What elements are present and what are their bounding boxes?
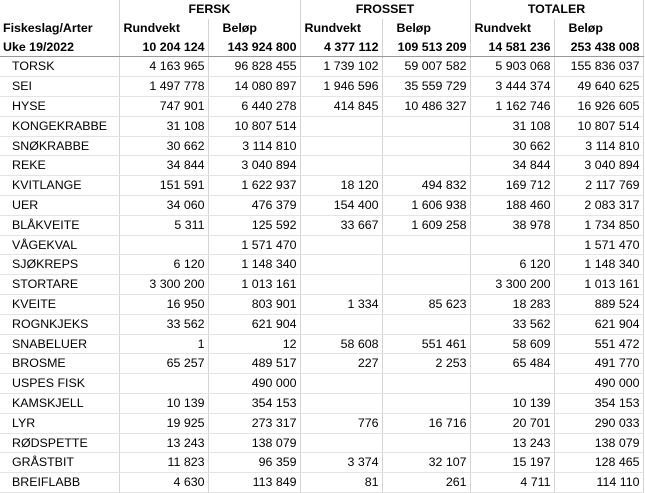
totaler-rundvekt-cell: 1 162 746: [470, 96, 554, 116]
fersk-rundvekt-cell: 1 497 778: [119, 77, 208, 97]
totaler-rundvekt-cell: [470, 235, 554, 255]
fersk-rundvekt-cell: 13 243: [119, 433, 208, 453]
fersk-belop-cell: 6 440 278: [208, 96, 300, 116]
blank-header-cell: [0, 0, 119, 19]
group-fersk-header: FERSK: [119, 0, 300, 19]
species-name: BREIFLABB: [0, 473, 119, 493]
frosset-belop-cell: 16 716: [382, 413, 470, 433]
table-row: [0, 294, 643, 314]
fersk-rundvekt-cell: 151 591: [119, 176, 208, 196]
fersk-belop-cell: 96 828 455: [208, 57, 300, 77]
fersk-rundvekt-header: Rundvekt: [119, 19, 208, 38]
totaler-rundvekt-cell: 4 711: [470, 473, 554, 493]
totaler-belop-cell: 3 040 894: [554, 156, 643, 176]
fersk-rundvekt-cell: [119, 374, 208, 394]
totaler-rundvekt-cell: 58 609: [470, 334, 554, 354]
totaler-belop-cell: 1 571 470: [554, 235, 643, 255]
totaler-rundvekt-cell: [470, 374, 554, 394]
fersk-rundvekt-cell: [119, 235, 208, 255]
frosset-belop-cell: 1 609 258: [382, 215, 470, 235]
fersk-rundvekt-cell: 11 823: [119, 453, 208, 473]
species-name: SEI: [0, 77, 119, 97]
fersk-belop-cell: 113 849: [208, 473, 300, 493]
frosset-belop-cell: 85 623: [382, 294, 470, 314]
fersk-rundvekt-cell: 33 562: [119, 314, 208, 334]
fersk-belop-cell: 1 571 470: [208, 235, 300, 255]
totaler-rundvekt-cell: 3 300 200: [470, 275, 554, 295]
fersk-rundvekt-cell: 747 901: [119, 96, 208, 116]
fersk-belop-cell: 273 317: [208, 413, 300, 433]
fersk-rundvekt-cell: 31 108: [119, 116, 208, 136]
fersk-belop-cell: 354 153: [208, 393, 300, 413]
frosset-belop-cell: 494 832: [382, 176, 470, 196]
frosset-rundvekt-cell: 776: [300, 413, 382, 433]
table-row: [0, 374, 643, 394]
total-frosset-belop: 109 513 209: [382, 38, 470, 57]
totaler-belop-cell: 49 640 625: [554, 77, 643, 97]
frosset-rundvekt-cell: 3 374: [300, 453, 382, 473]
group-header-row: [0, 0, 643, 19]
table-row: [0, 96, 643, 116]
frosset-belop-cell: [382, 255, 470, 275]
fersk-belop-cell: 490 000: [208, 374, 300, 394]
fersk-belop-cell: 3 114 810: [208, 136, 300, 156]
fersk-rundvekt-cell: 4 163 965: [119, 57, 208, 77]
species-name: RØDSPETTE: [0, 433, 119, 453]
totaler-rundvekt-cell: 188 460: [470, 195, 554, 215]
frosset-belop-cell: [382, 275, 470, 295]
fersk-rundvekt-cell: 4 630: [119, 473, 208, 493]
frosset-belop-cell: [382, 235, 470, 255]
totaler-rundvekt-cell: 18 283: [470, 294, 554, 314]
totaler-rundvekt-cell: 31 108: [470, 116, 554, 136]
table-row: [0, 433, 643, 453]
totaler-belop-cell: 16 926 605: [554, 96, 643, 116]
frosset-rundvekt-cell: [300, 374, 382, 394]
totaler-rundvekt-cell: 3 444 374: [470, 77, 554, 97]
frosset-rundvekt-cell: [300, 275, 382, 295]
table-row: [0, 136, 643, 156]
species-name: HYSE: [0, 96, 119, 116]
frosset-rundvekt-cell: [300, 255, 382, 275]
totaler-belop-cell: 138 079: [554, 433, 643, 453]
table-row: [0, 275, 643, 295]
frosset-belop-cell: [382, 433, 470, 453]
totaler-rundvekt-cell: 34 844: [470, 156, 554, 176]
table-row: [0, 334, 643, 354]
frosset-belop-cell: [382, 136, 470, 156]
totaler-belop-header: Beløp: [554, 19, 643, 38]
fersk-belop-cell: 1 622 937: [208, 176, 300, 196]
fersk-rundvekt-cell: 5 311: [119, 215, 208, 235]
totaler-rundvekt-cell: 20 701: [470, 413, 554, 433]
frosset-belop-cell: [382, 393, 470, 413]
frosset-rundvekt-cell: [300, 393, 382, 413]
table-row: [0, 176, 643, 196]
totaler-belop-cell: 889 524: [554, 294, 643, 314]
frosset-belop-cell: 1 606 938: [382, 195, 470, 215]
totaler-belop-cell: 10 807 514: [554, 116, 643, 136]
totaler-rundvekt-cell: 30 662: [470, 136, 554, 156]
totaler-rundvekt-cell: 169 712: [470, 176, 554, 196]
totaler-rundvekt-cell: 6 120: [470, 255, 554, 275]
fersk-belop-cell: 1 013 161: [208, 275, 300, 295]
species-name: UER: [0, 195, 119, 215]
fersk-belop-header: Beløp: [208, 19, 300, 38]
group-frosset-header: FROSSET: [300, 0, 470, 19]
frosset-belop-cell: 35 559 729: [382, 77, 470, 97]
frosset-rundvekt-cell: 1 946 596: [300, 77, 382, 97]
frosset-belop-cell: 2 253: [382, 354, 470, 374]
table-row: [0, 453, 643, 473]
frosset-belop-cell: 10 486 327: [382, 96, 470, 116]
frosset-rundvekt-cell: [300, 314, 382, 334]
species-name: STORTARE: [0, 275, 119, 295]
frosset-rundvekt-cell: [300, 116, 382, 136]
species-column-header: Fiskeslag/Arter: [0, 19, 119, 38]
totaler-rundvekt-cell: 13 243: [470, 433, 554, 453]
table-row: [0, 473, 643, 493]
frosset-belop-header: Beløp: [382, 19, 470, 38]
frosset-rundvekt-cell: 58 608: [300, 334, 382, 354]
species-name: KONGEKRABBE: [0, 116, 119, 136]
totaler-rundvekt-cell: 33 562: [470, 314, 554, 334]
species-name: LYR: [0, 413, 119, 433]
fersk-rundvekt-cell: 30 662: [119, 136, 208, 156]
totaler-belop-cell: 2 083 317: [554, 195, 643, 215]
fersk-belop-cell: 96 359: [208, 453, 300, 473]
totaler-rundvekt-cell: 5 903 068: [470, 57, 554, 77]
fersk-rundvekt-cell: 3 300 200: [119, 275, 208, 295]
species-name: BLÅKVEITE: [0, 215, 119, 235]
frosset-belop-cell: [382, 116, 470, 136]
table-row: [0, 156, 643, 176]
table-row: [0, 77, 643, 97]
table-row: [0, 235, 643, 255]
frosset-rundvekt-cell: 227: [300, 354, 382, 374]
totaler-belop-cell: 155 836 037: [554, 57, 643, 77]
fersk-rundvekt-cell: 34 060: [119, 195, 208, 215]
frosset-rundvekt-cell: 1 334: [300, 294, 382, 314]
species-name: VÅGEKVAL: [0, 235, 119, 255]
fersk-belop-cell: 621 904: [208, 314, 300, 334]
frosset-belop-cell: 551 461: [382, 334, 470, 354]
fersk-rundvekt-cell: 16 950: [119, 294, 208, 314]
totaler-rundvekt-cell: 15 197: [470, 453, 554, 473]
fersk-belop-cell: 10 807 514: [208, 116, 300, 136]
species-name: KVITLANGE: [0, 176, 119, 196]
total-frosset-rundvekt: 4 377 112: [300, 38, 382, 57]
table-row: [0, 116, 643, 136]
frosset-rundvekt-cell: [300, 433, 382, 453]
fersk-belop-cell: 125 592: [208, 215, 300, 235]
species-name: SNØKRABBE: [0, 136, 119, 156]
total-totaler-rundvekt: 14 581 236: [470, 38, 554, 57]
fersk-rundvekt-cell: 6 120: [119, 255, 208, 275]
species-name: REKE: [0, 156, 119, 176]
frosset-rundvekt-cell: [300, 235, 382, 255]
totaler-belop-cell: 2 117 769: [554, 176, 643, 196]
totaler-belop-cell: 551 472: [554, 334, 643, 354]
totaler-belop-cell: 290 033: [554, 413, 643, 433]
period-label: Uke 19/2022: [0, 38, 119, 57]
frosset-belop-cell: 261: [382, 473, 470, 493]
table-row: [0, 215, 643, 235]
frosset-rundvekt-cell: [300, 156, 382, 176]
fersk-belop-cell: 138 079: [208, 433, 300, 453]
totaler-rundvekt-cell: 10 139: [470, 393, 554, 413]
species-name: SNABELUER: [0, 334, 119, 354]
fersk-belop-cell: 476 379: [208, 195, 300, 215]
table-row: [0, 393, 643, 413]
fersk-rundvekt-cell: 65 257: [119, 354, 208, 374]
group-totaler-header: TOTALER: [470, 0, 643, 19]
totaler-belop-cell: 114 110: [554, 473, 643, 493]
totaler-belop-cell: 1 013 161: [554, 275, 643, 295]
frosset-belop-cell: [382, 156, 470, 176]
frosset-rundvekt-cell: 154 400: [300, 195, 382, 215]
frosset-rundvekt-header: Rundvekt: [300, 19, 382, 38]
totaler-belop-cell: 1 148 340: [554, 255, 643, 275]
table-row: [0, 413, 643, 433]
fersk-rundvekt-cell: 19 925: [119, 413, 208, 433]
frosset-belop-cell: 32 107: [382, 453, 470, 473]
totaler-belop-cell: 621 904: [554, 314, 643, 334]
table-row: [0, 314, 643, 334]
fersk-belop-cell: 3 040 894: [208, 156, 300, 176]
frosset-rundvekt-cell: 33 667: [300, 215, 382, 235]
totaler-rundvekt-header: Rundvekt: [470, 19, 554, 38]
fersk-belop-cell: 803 901: [208, 294, 300, 314]
table-row: [0, 195, 643, 215]
totaler-belop-cell: 3 114 810: [554, 136, 643, 156]
fersk-belop-cell: 1 148 340: [208, 255, 300, 275]
table-row: [0, 57, 643, 77]
fersk-rundvekt-cell: 1: [119, 334, 208, 354]
species-name: KAMSKJELL: [0, 393, 119, 413]
fersk-rundvekt-cell: 10 139: [119, 393, 208, 413]
frosset-belop-cell: [382, 374, 470, 394]
totaler-belop-cell: 1 734 850: [554, 215, 643, 235]
table-row: [0, 255, 643, 275]
frosset-rundvekt-cell: [300, 136, 382, 156]
column-header-row: [0, 19, 643, 38]
fersk-belop-cell: 489 517: [208, 354, 300, 374]
species-name: ROGNKJEKS: [0, 314, 119, 334]
species-name: KVEITE: [0, 294, 119, 314]
fersk-belop-cell: 12: [208, 334, 300, 354]
species-name: GRÅSTBIT: [0, 453, 119, 473]
totals-row: [0, 38, 643, 57]
species-name: USPES FISK: [0, 374, 119, 394]
species-name: BROSME: [0, 354, 119, 374]
total-fersk-belop: 143 924 800: [208, 38, 300, 57]
totaler-rundvekt-cell: 65 484: [470, 354, 554, 374]
species-name: SJØKREPS: [0, 255, 119, 275]
frosset-rundvekt-cell: 414 845: [300, 96, 382, 116]
totaler-belop-cell: 491 770: [554, 354, 643, 374]
totaler-belop-cell: 354 153: [554, 393, 643, 413]
frosset-belop-cell: 59 007 582: [382, 57, 470, 77]
fersk-rundvekt-cell: 34 844: [119, 156, 208, 176]
frosset-belop-cell: [382, 314, 470, 334]
totaler-rundvekt-cell: 38 978: [470, 215, 554, 235]
species-name: TORSK: [0, 57, 119, 77]
total-totaler-belop: 253 438 008: [554, 38, 643, 57]
frosset-rundvekt-cell: 81: [300, 473, 382, 493]
totaler-belop-cell: 128 465: [554, 453, 643, 473]
frosset-rundvekt-cell: 1 739 102: [300, 57, 382, 77]
total-fersk-rundvekt: 10 204 124: [119, 38, 208, 57]
table-row: [0, 354, 643, 374]
fersk-belop-cell: 14 080 897: [208, 77, 300, 97]
frosset-rundvekt-cell: 18 120: [300, 176, 382, 196]
totaler-belop-cell: 490 000: [554, 374, 643, 394]
